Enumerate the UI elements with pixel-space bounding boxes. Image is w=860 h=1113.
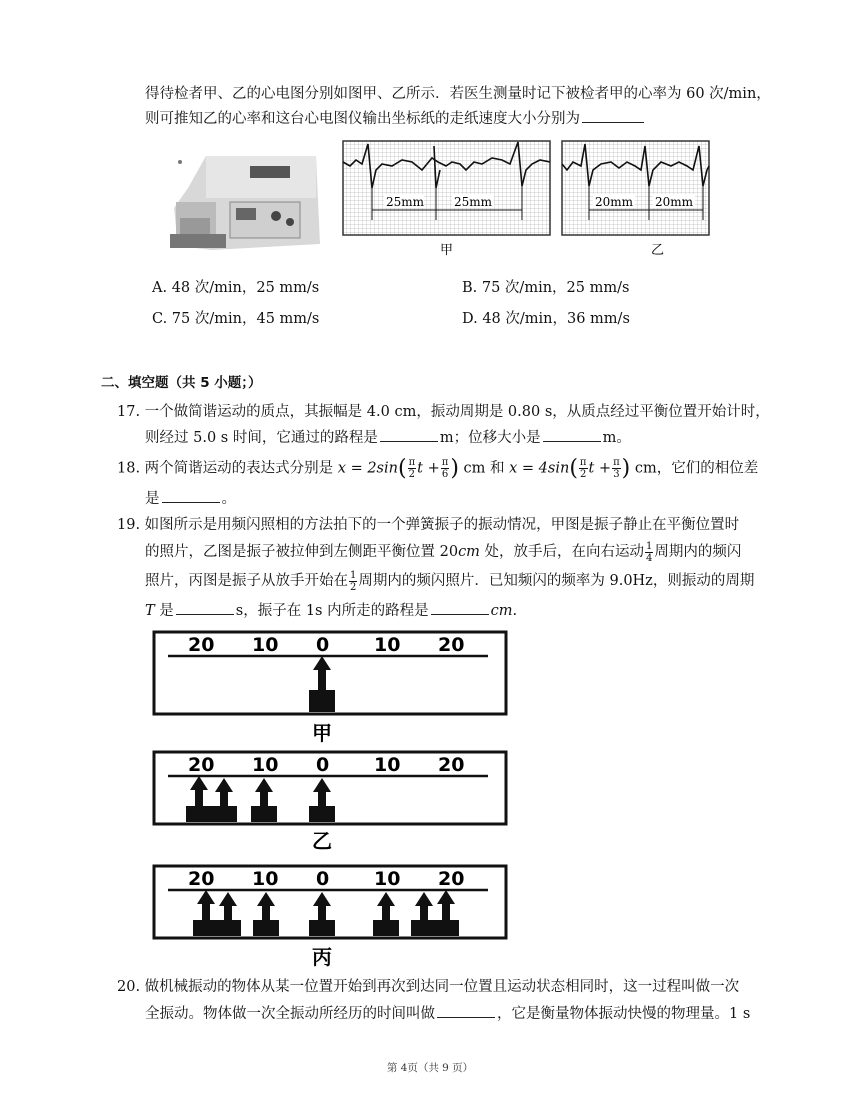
q19-text-4c: s，振子在 1s 内所走的路程是 — [235, 603, 429, 619]
answer-blank-19b[interactable] — [431, 600, 489, 616]
ecg-jia-dim-2: 25mm — [454, 195, 493, 209]
yi-tick-1: 20 — [188, 754, 215, 776]
q18-eq2: x = 4sin — [509, 460, 570, 477]
q20-text-2a: 全振动。物体做一次全振动所经历的时间叫做 — [145, 1006, 435, 1022]
q19-t: T — [145, 603, 155, 619]
q18-t-1: t + — [417, 460, 440, 477]
section-title: 二、填空题（共 5 小题；） — [101, 375, 262, 391]
q19-text-3a: 照片，丙图是振子从放手开始在 — [145, 573, 348, 589]
intro-line-2 — [145, 107, 646, 128]
yi-tick-5: 20 — [438, 754, 465, 776]
q18-frac-4: $\frac{\pi}{3}$ — [613, 457, 620, 480]
ecg-jia-label: 甲 — [440, 243, 454, 258]
answer-blank-18[interactable] — [162, 488, 220, 504]
q18-eq1: x = 2sin — [337, 460, 398, 477]
jia-tick-5: 20 — [438, 634, 465, 656]
answer-blank-20[interactable] — [437, 1003, 495, 1019]
intro-line-2-text: 则可推知乙的心率和这台心电图仪输出坐标纸的走纸速度大小分别为 — [145, 111, 580, 127]
q19-frac-half: $\frac{1}{2}$ — [350, 569, 357, 593]
q19-text-4d: cm. — [490, 603, 518, 619]
option-c[interactable]: C. 75 次/min，45 mm/s — [152, 311, 320, 327]
q17-text-b: m；位移大小是 — [439, 430, 541, 446]
answer-blank-19a[interactable] — [176, 600, 234, 616]
q18-line-1: 18. 两个简谐运动的表达式分别是 x = 2sin( $\frac{\pi}{2}$ t + $\frac{\pi}{6}$ ) cm 和 x = 4sin( $\frac{\pi}{2}$ t + $\frac{\pi}{3}$ ) cm，它们的相位差 — [117, 456, 759, 481]
q19-text-4b: 是 — [154, 603, 174, 619]
answer-blank-17a[interactable] — [380, 427, 438, 443]
jia-tick-1: 20 — [188, 634, 215, 656]
yi-tick-4: 10 — [374, 754, 401, 776]
jia-tick-3: 0 — [316, 634, 330, 656]
flash-label-jia: 甲 — [312, 721, 332, 745]
q19-line-1: 19. 如图所示是用频闪照相的方法拍下的一个弹簧振子的振动情况，甲图是振子静止在平衡位置时 — [117, 517, 740, 533]
ecg-jia-dim-1: 25mm — [386, 195, 425, 209]
q20-line-1: 20. 做机械振动的物体从某一位置开始到再次到达同一位置且运动状态相同时，这一过程叫做一次 — [117, 979, 740, 995]
q19-line-4 — [145, 599, 517, 620]
q17-text-a: 则经过 5.0 s 时间，它通过的路程是 — [145, 430, 378, 446]
ecg-yi-dim-1: 20mm — [595, 195, 634, 209]
q19-text-3b: 周期内的频闪照片．已知频闪的频率为 9.0Hz，则振动的周期 — [358, 573, 755, 589]
bing-tick-1: 20 — [188, 868, 215, 890]
q19-line-2 — [145, 540, 741, 564]
ecg-chart-jia — [342, 140, 551, 260]
q17-line-2 — [145, 426, 631, 447]
q18-frac-1: $\frac{\pi}{2}$ — [408, 457, 416, 480]
q19-text-2c: 周期内的频闪 — [654, 544, 742, 560]
answer-blank-17b[interactable] — [543, 427, 601, 443]
ecg-machine-photo — [166, 148, 322, 252]
q19-frac-quarter: $\frac{1}{4}$ — [646, 540, 653, 564]
flash-label-yi: 乙 — [312, 829, 332, 853]
q18-end: 。 — [221, 491, 236, 507]
q18-line-2 — [145, 487, 236, 508]
page-footer: 第 4页（共 9 页） — [386, 1062, 474, 1074]
bing-tick-3: 0 — [316, 868, 330, 890]
yi-tick-3: 0 — [316, 754, 330, 776]
q18-unit-2: cm，它们的相位差 — [630, 460, 759, 477]
q17-line-1: 17. 一个做简谐运动的质点，其振幅是 4.0 cm，振动周期是 0.80 s，从质点经过平衡位置开始计时， — [117, 404, 770, 420]
q18-unit-1: cm 和 — [458, 460, 510, 477]
q18-frac-2: $\frac{\pi}{6}$ — [441, 457, 449, 480]
q20-text-2b: ，它是衡量物体振动快慢的物理量。1 s — [497, 1006, 751, 1022]
q18-t-2: t + — [588, 460, 612, 477]
q19-line-3 — [145, 569, 754, 593]
intro-line-1: 得待检者甲、乙的心电图分别如图甲、乙所示．若医生测量时记下被检者甲的心率为 60 次/min， — [145, 86, 771, 102]
q19-text-2b: 处，放手后，在向右运动 — [479, 544, 645, 560]
q19-text-2a: 的照片，乙图是振子被拉伸到左侧距平衡位置 20 — [145, 544, 459, 560]
bing-tick-4: 10 — [374, 868, 401, 890]
option-a[interactable]: A. 48 次/min，25 mm/s — [152, 280, 320, 296]
q18-prefix: 18. 两个简谐运动的表达式分别是 — [117, 460, 338, 477]
answer-blank-16[interactable] — [582, 108, 644, 124]
bing-tick-5: 20 — [438, 868, 465, 890]
jia-tick-4: 10 — [374, 634, 401, 656]
q19-cm: cm — [458, 544, 480, 560]
yi-tick-2: 10 — [252, 754, 279, 776]
ecg-yi-dim-2: 20mm — [655, 195, 694, 209]
q17-text-c: m。 — [602, 430, 631, 446]
ecg-chart-yi — [561, 140, 711, 260]
option-d[interactable]: D. 48 次/min，36 mm/s — [462, 311, 630, 327]
flash-photo-figure — [144, 628, 510, 968]
jia-tick-2: 10 — [252, 634, 279, 656]
q18-frac-3: $\frac{\pi}{2}$ — [579, 457, 587, 480]
flash-label-bing: 丙 — [312, 945, 332, 968]
q20-line-2 — [145, 1002, 750, 1023]
q18-text-2: 是 — [145, 491, 160, 507]
ecg-yi-label: 乙 — [651, 243, 665, 258]
option-b[interactable]: B. 75 次/min，25 mm/s — [462, 280, 630, 296]
bing-tick-2: 10 — [252, 868, 279, 890]
